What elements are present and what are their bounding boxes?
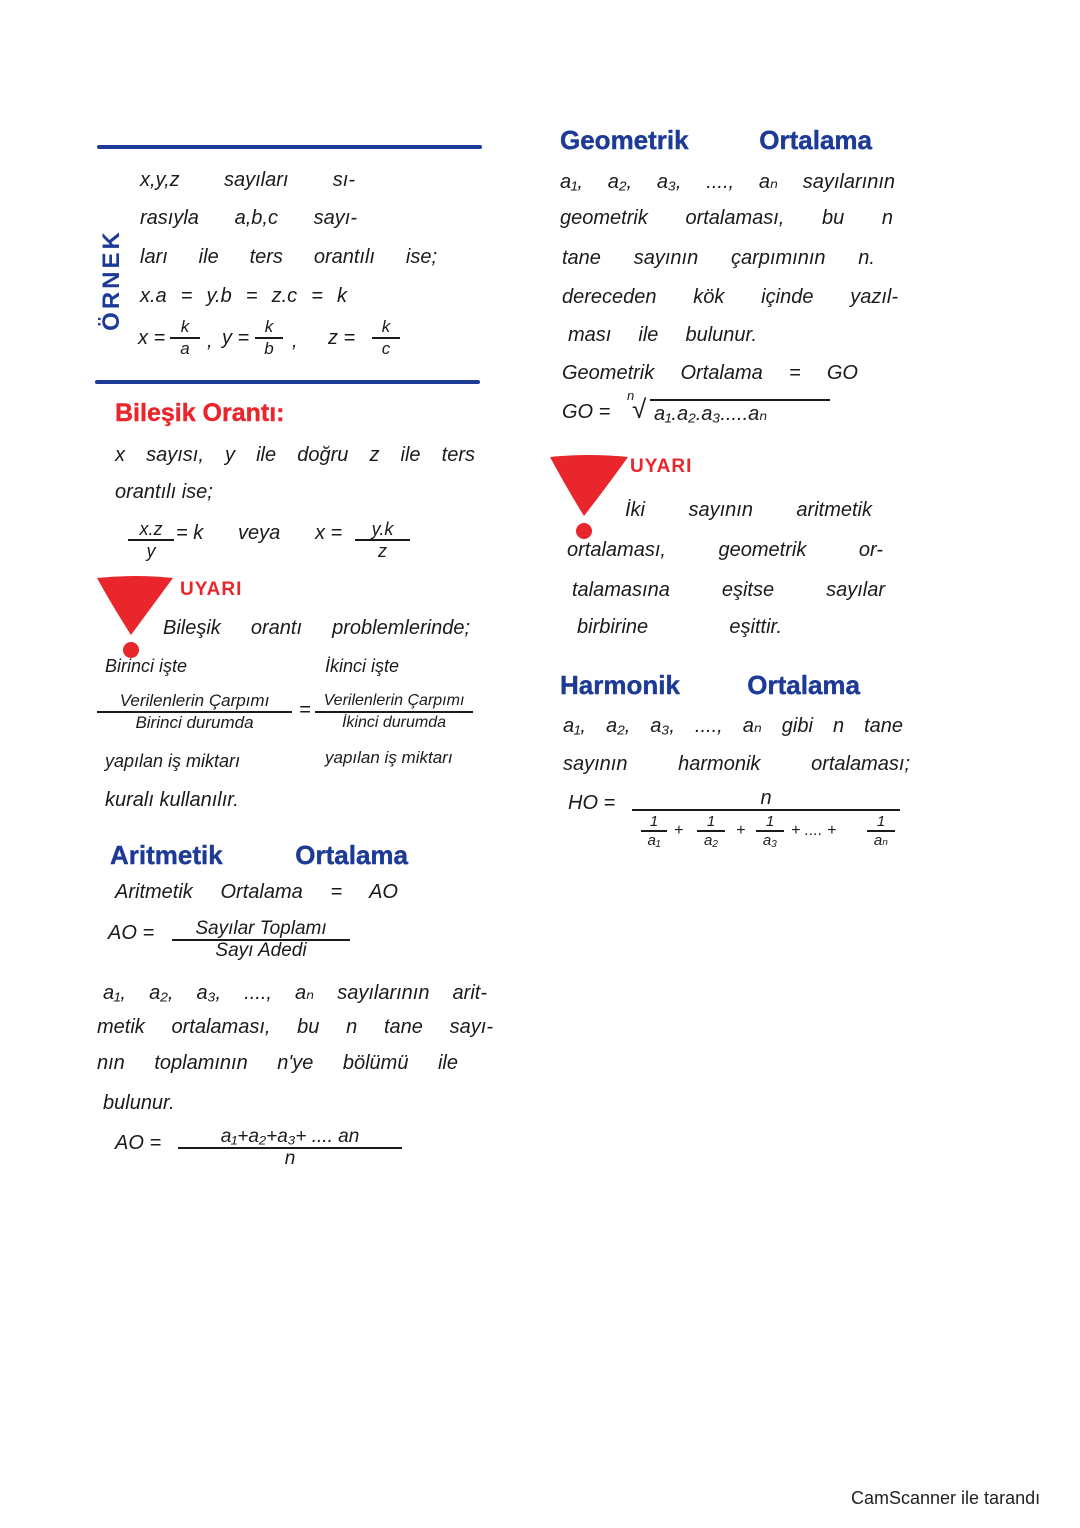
example-separator: , (292, 330, 298, 352)
fraction-denominator: n (284, 1148, 296, 1169)
warning-line: birbirine eşittir. (577, 616, 782, 638)
warning-triangle-icon (548, 453, 630, 541)
compound-formula-rhs: = k (176, 522, 204, 544)
geometric-definition: Geometrik Ortalama = GO (562, 362, 858, 384)
fraction-numerator: k (180, 317, 190, 336)
fraction-denominator: y (146, 541, 156, 561)
example-top-rule (97, 145, 482, 149)
example-y-lhs: y = (222, 327, 250, 349)
fraction-denominator: z (378, 541, 387, 561)
arithmetic-formula1-lhs: AO = (108, 922, 155, 944)
fraction-k-over-c (372, 317, 400, 359)
compound-line: orantılı ise; (115, 481, 213, 503)
fraction-one-over-a1 (641, 813, 667, 849)
fraction-denominator: Birinci durumda (135, 713, 254, 732)
fraction-numerator: 1 (876, 813, 886, 830)
fraction-numerator: x.z (139, 519, 163, 539)
compound-formula-lhs2: x = (315, 522, 343, 544)
ellipsis-plus: + .... + (791, 822, 837, 839)
warning-label: UYARI (180, 579, 243, 600)
fraction-numerator: 1 (706, 813, 716, 830)
warning-line: İki sayının aritmetik (625, 499, 872, 521)
arithmetic-line: bulunur. (103, 1092, 175, 1114)
warning-line: ortalaması, geometrik or- (567, 539, 883, 561)
example-line: ları ile ters orantılı ise; (140, 246, 437, 268)
fraction-numerator: Sayılar Toplamı (195, 918, 327, 939)
harmonic-line: a₁, a₂, a₃, ...., aₙ gibi n tane (563, 715, 903, 737)
fraction-numerator: Verilenlerin Çarpımı (323, 692, 465, 709)
harmonic-mean-title: Harmonik Ortalama (560, 670, 860, 700)
geometric-formula-lhs: GO = (562, 401, 611, 423)
fraction-denominator: a₁ (647, 832, 661, 849)
example-x-lhs: x = (138, 327, 166, 349)
warning-closing: kuralı kullanılır. (105, 789, 239, 811)
fraction-denominator: b (264, 339, 274, 358)
fraction-sum-over-n (178, 1127, 402, 1169)
fraction-denominator: aₙ (873, 832, 889, 849)
second-job-tail: yapılan iş miktarı (325, 748, 453, 767)
plus-sign: + (674, 822, 684, 839)
example-label: ÖRNEK (98, 229, 125, 331)
arithmetic-formula2-lhs: AO = (115, 1132, 162, 1154)
arithmetic-definition: Aritmetik Ortalama = AO (115, 881, 398, 903)
example-line: x,y,z sayıları sı- (140, 169, 355, 191)
arithmetic-line: nın toplamının n'ye bölümü ile (97, 1052, 458, 1074)
fraction-k-over-a (170, 317, 200, 359)
arithmetic-line: metik ortalaması, bu n tane sayı- (97, 1016, 493, 1038)
root-index: n (627, 388, 635, 403)
fraction-one-over-a2 (697, 813, 725, 849)
fraction-yk-over-z (355, 519, 410, 561)
fraction-second-job (315, 691, 473, 733)
warning-label: UYARI (630, 456, 693, 477)
example-bottom-rule (95, 380, 480, 384)
fraction-denominator: a₃ (762, 832, 778, 849)
fraction-first-job (97, 691, 292, 733)
harmonic-line: sayının harmonik ortalaması; (563, 753, 910, 775)
fraction-numerator: y.k (371, 519, 394, 539)
harmonic-fraction-bar (632, 809, 900, 811)
example-line: rasıyla a,b,c sayı- (140, 207, 357, 229)
radicand: a₁.a₂.a₃.....aₙ (650, 399, 830, 427)
fraction-k-over-b (255, 317, 283, 359)
plus-sign: + (736, 822, 746, 839)
geometric-line: dereceden kök içinde yazıl- (562, 286, 898, 308)
fraction-numerator: k (381, 317, 391, 336)
geometric-line: tane sayının çarpımının n. (562, 247, 875, 269)
arithmetic-line: a₁, a₂, a₃, ...., aₙ sayılarının arit- (103, 982, 487, 1004)
fraction-denominator: c (381, 339, 391, 358)
example-separator: , (207, 330, 213, 352)
rule-equals: = (299, 699, 311, 721)
fraction-numerator: 1 (649, 813, 659, 830)
fraction-numerator: 1 (765, 813, 775, 830)
compound-formula-or: veya (238, 522, 281, 544)
geometric-line: a₁, a₂, a₃, ...., aₙ sayılarının (560, 171, 895, 193)
harmonic-formula-lhs: HO = (568, 792, 616, 814)
compound-line: x sayısı, y ile doğru z ile ters (115, 444, 475, 466)
first-job-label: Birinci işte (105, 656, 188, 676)
fraction-numerator: k (264, 317, 274, 336)
compound-ratio-title: Bileşik Orantı: (115, 399, 285, 427)
fraction-denominator: a₂ (703, 832, 719, 849)
fraction-sum-over-count (172, 919, 350, 961)
fraction-numerator: Verilenlerin Çarpımı (119, 691, 270, 710)
example-line: x.a = y.b = z.c = k (140, 285, 347, 307)
fraction-one-over-a3 (756, 813, 784, 849)
harmonic-numerator: n (760, 787, 772, 809)
fraction-numerator: a₁+a₂+a₃+ .... an (220, 1126, 360, 1147)
arithmetic-mean-title: Aritmetik Ortalama (110, 840, 408, 870)
fraction-denominator: a (180, 339, 190, 358)
fraction-denominator: Sayı Adedi (215, 940, 307, 961)
first-job-tail: yapılan iş miktarı (105, 751, 241, 771)
scanner-footer: CamScanner ile tarandı (851, 1488, 1041, 1508)
fraction-denominator: İkinci durumda (341, 714, 447, 731)
warning-intro: Bileşik orantı problemlerinde; (163, 617, 470, 639)
second-job-label: İkinci işte (325, 656, 400, 676)
geometric-line: geometrik ortalaması, bu n (560, 207, 893, 229)
warning-line: talamasına eşitse sayılar (572, 579, 885, 601)
fraction-xz-over-y (128, 519, 174, 561)
geometric-mean-title: Geometrik Ortalama (560, 125, 872, 155)
radical-sign-icon: √ (632, 394, 647, 424)
fraction-one-over-an (867, 813, 895, 849)
example-z-lhs: z = (328, 327, 356, 349)
geometric-line: ması ile bulunur. (568, 324, 757, 346)
